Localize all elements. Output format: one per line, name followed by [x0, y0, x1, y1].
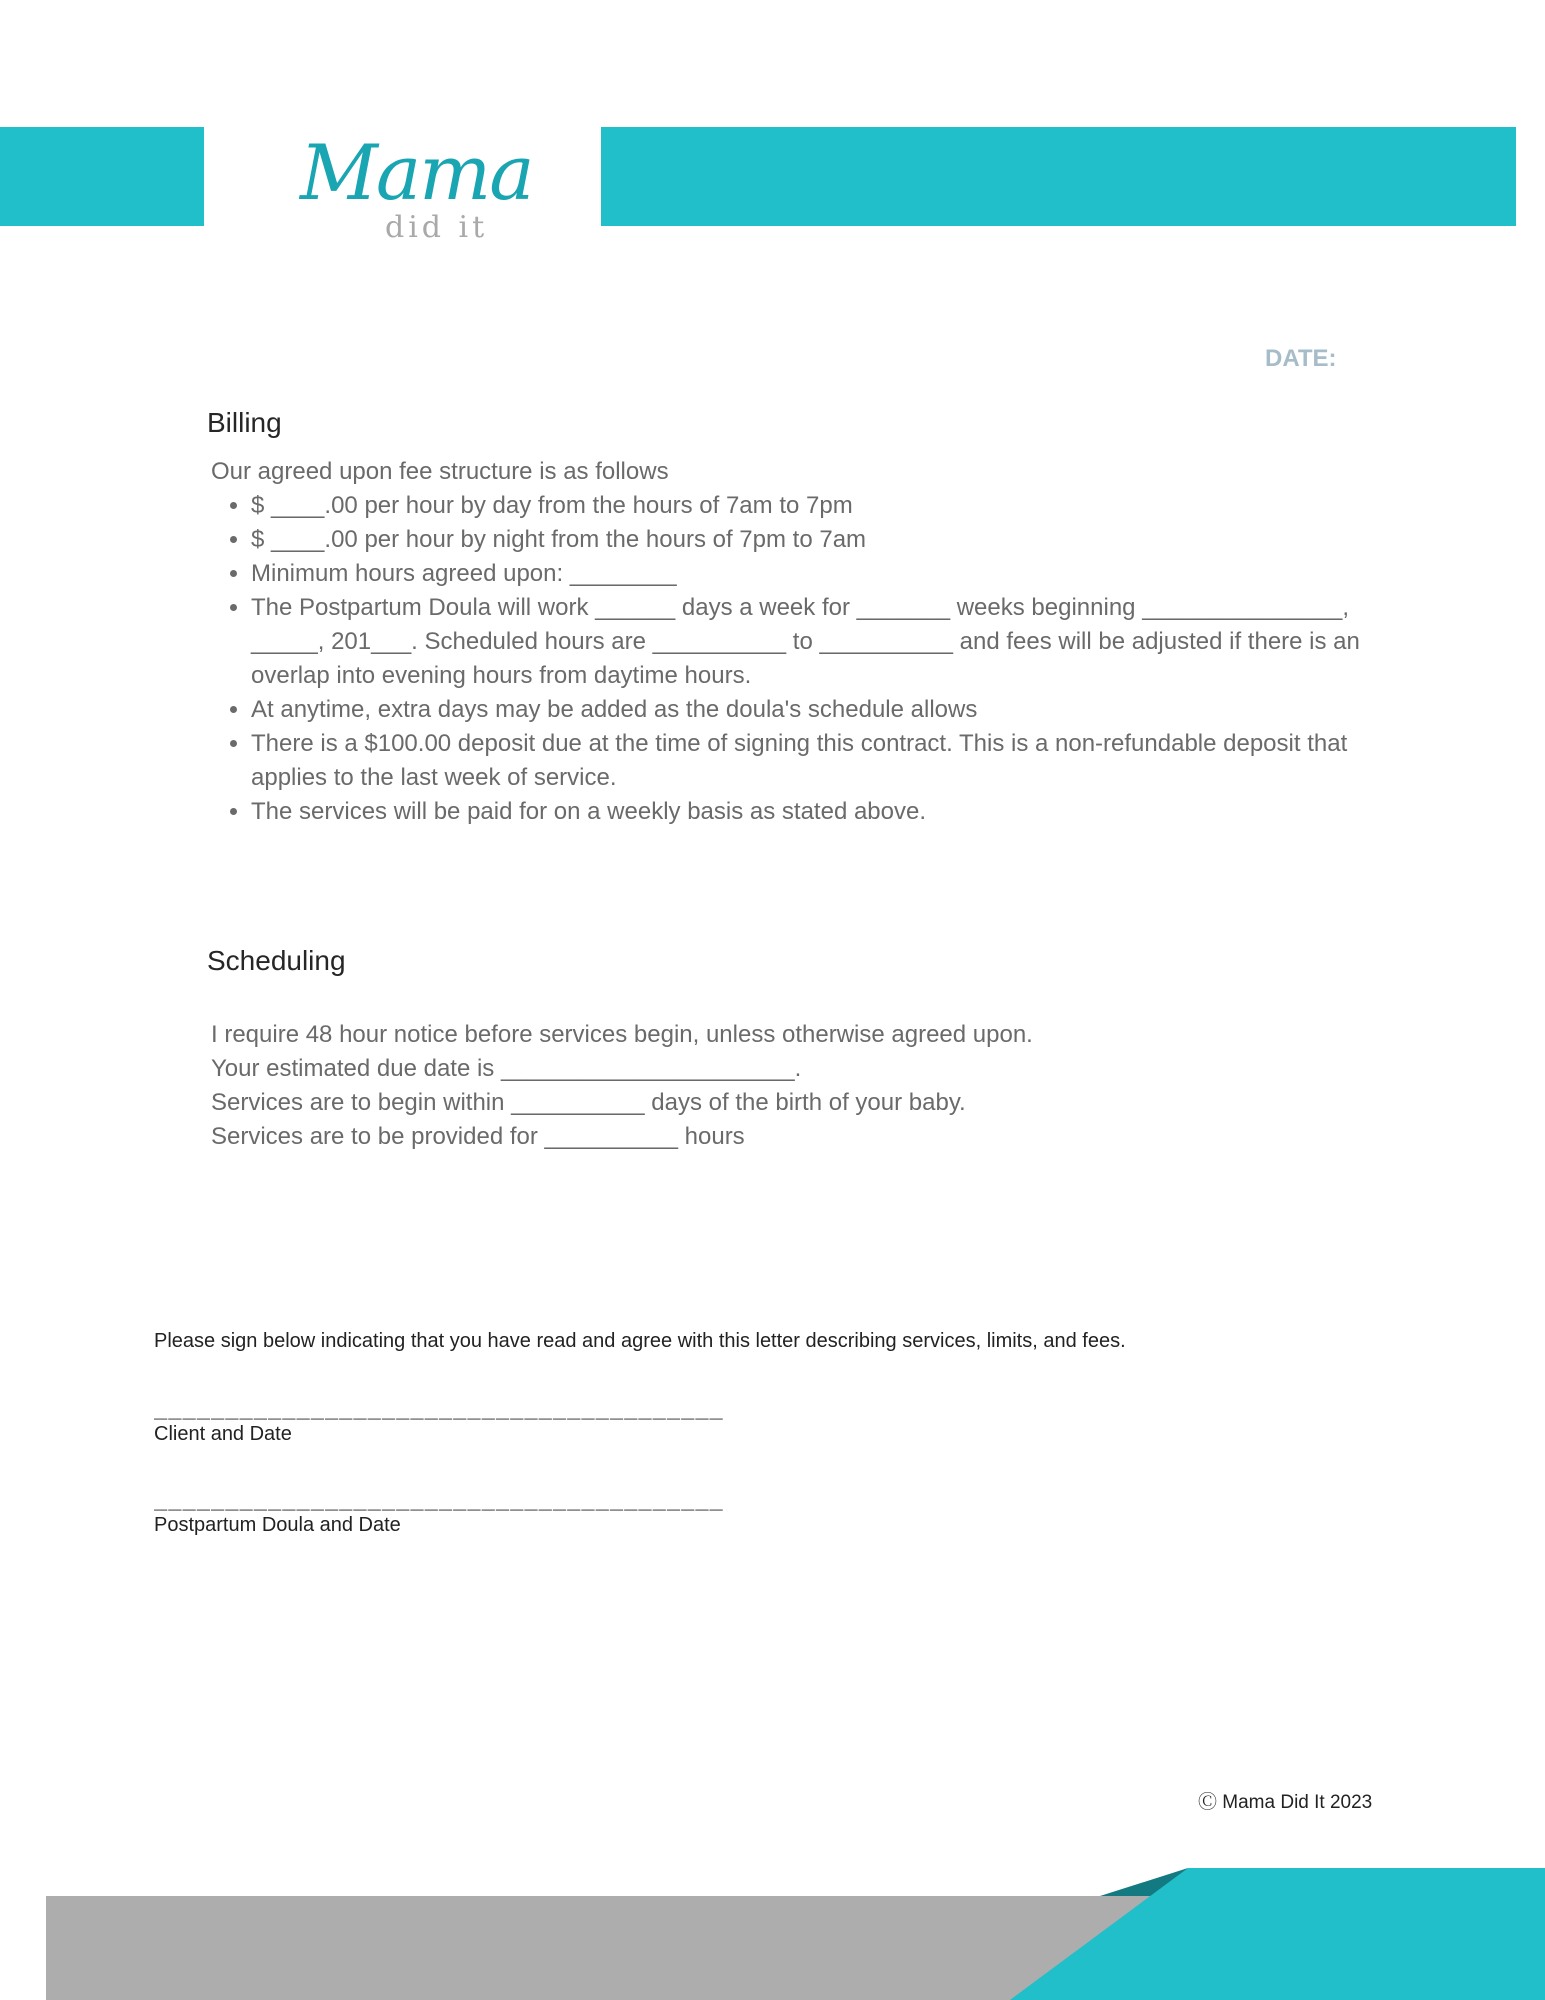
billing-intro: Our agreed upon fee structure is as follows	[211, 458, 669, 485]
mama-did-it-logo	[300, 128, 533, 278]
list-item: • $ ____.00 per hour by day from the hours of 7am to 7pm	[251, 489, 1361, 523]
billing-list	[251, 489, 1361, 829]
scheduling-line: Your estimated due date is ______________________.	[211, 1055, 802, 1082]
logo-script-text: Mama	[300, 128, 533, 217]
list-item: • The services will be paid for on a weekly basis as stated above.	[251, 795, 1361, 829]
list-item: • The Postpartum Doula will work ______ days a week for _______ weeks beginning _______________, _____, 201___. Scheduled hours are __________ to __________ and fees will be adjusted if there is an overlap into evening hours from daytime hours.	[251, 591, 1361, 693]
footer-decoration	[0, 1860, 1545, 2000]
list-item: • Minimum hours agreed upon: ________	[251, 557, 1361, 591]
scheduling-line: Services are to begin within __________ days of the birth of your baby.	[211, 1089, 966, 1116]
client-signature-line: ________________________________________	[154, 1395, 724, 1420]
doula-signature-line: ________________________________________	[154, 1486, 724, 1511]
list-item: • There is a $100.00 deposit due at the time of signing this contract. This is a non-refundable deposit that applies to the last week of service.	[251, 727, 1361, 795]
client-signature-label: Client and Date	[154, 1423, 292, 1445]
scheduling-line: Services are to be provided for __________ hours	[211, 1123, 745, 1150]
header-band-right	[601, 127, 1516, 226]
billing-heading: Billing	[207, 407, 282, 438]
doula-signature-label: Postpartum Doula and Date	[154, 1514, 401, 1536]
copyright-text: Ⓒ Mama Did It 2023	[1198, 1792, 1373, 1813]
scheduling-text	[211, 1018, 1361, 1154]
scheduling-heading: Scheduling	[207, 945, 346, 976]
list-item: • At anytime, extra days may be added as the doula's schedule allows	[251, 693, 1361, 727]
logo-sub-text: did it	[385, 210, 489, 245]
header-band-left	[0, 127, 204, 226]
list-item: • $ ____.00 per hour by night from the hours of 7pm to 7am	[251, 523, 1361, 557]
scheduling-line: I require 48 hour notice before services begin, unless otherwise agreed upon.	[211, 1021, 1033, 1048]
date-label: DATE:	[1265, 345, 1337, 372]
signature-instruction: Please sign below indicating that you have read and agree with this letter describing services, limits, and fees.	[154, 1330, 1126, 1352]
